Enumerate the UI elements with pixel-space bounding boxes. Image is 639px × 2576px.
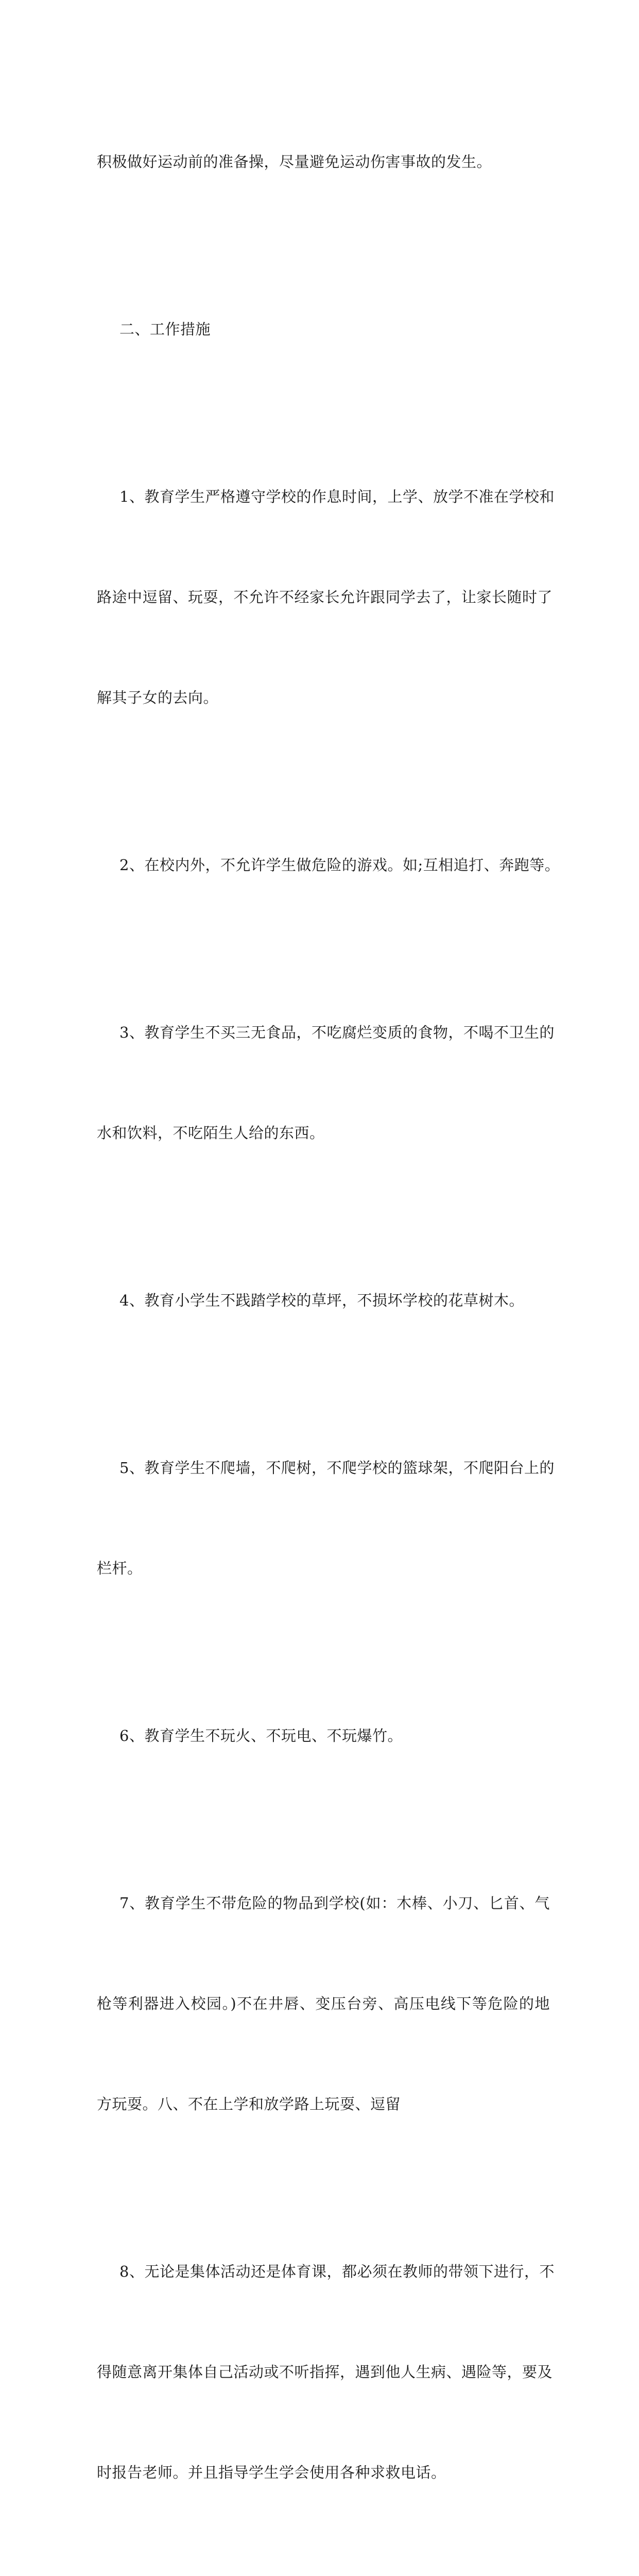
text-line: 水和饮料，不吃陌生人给的东西。 (97, 1124, 325, 1142)
paragraph-item-8 (97, 2188, 555, 2556)
paragraph-item-9 (97, 2556, 550, 2576)
text-line: 5、教育学生不爬墙，不爬树，不爬学校的篮球架，不爬阳台上的 (119, 1459, 555, 1477)
text-line: 积极做好运动前的准备操，尽量避免运动伤害事故的发生。 (97, 153, 492, 171)
text-line: 8、无论是集体活动还是体育课，都必须在教师的带领下进行，不 (119, 2263, 555, 2280)
paragraph-item-5 (97, 1384, 555, 1652)
heading-line: 二、工作措施 (119, 320, 211, 338)
paragraph-item-3 (97, 949, 555, 1217)
text-line: 1、教育学生严格遵守学校的作息时间，上学、放学不准在学校和 (119, 488, 555, 505)
text-line: 方玩耍。八、不在上学和放学路上玩耍、逗留 (97, 2095, 401, 2113)
paragraph-item-2 (97, 782, 560, 949)
paragraph-item-4 (97, 1217, 550, 1384)
text-line: 得随意离开集体自己活动或不听指挥，遇到他人生病、遇险等，要及 (97, 2363, 553, 2381)
paragraph-1 (97, 78, 550, 246)
text-line: 解其子女的去向。 (97, 689, 219, 706)
paragraph-item-1 (97, 413, 555, 782)
text-line: 3、教育学生不买三无食品，不吃腐烂变质的食物，不喝不卫生的 (119, 1024, 555, 1041)
text-line: 4、教育小学生不践踏学校的草坪，不损坏学校的花草树木。 (119, 1292, 524, 1309)
text-line: 栏杆。 (97, 1560, 143, 1577)
text-line: 7、教育学生不带危险的物品到学校(如：木棒、小刀、匕首、气 (119, 1894, 550, 1912)
text-line: 路途中逗留、玩耍，不允许不经家长允许跟同学去了，让家长随时了 (97, 588, 553, 606)
section-heading (97, 246, 550, 413)
text-line: 时报告老师。并且指导学生学会使用各种求救电话。 (97, 2464, 446, 2481)
text-line: 6、教育学生不玩火、不玩电、不玩爆竹。 (119, 1727, 403, 1744)
text-line: 2、在校内外，不允许学生做危险的游戏。如;互相追打、奔跑等。 (119, 856, 560, 874)
paragraph-item-6 (97, 1652, 550, 1820)
body-text (97, 78, 560, 2576)
paragraph-item-7 (97, 1820, 550, 2188)
text-line: 枪等利器进入校园。)不在井唇、变压台旁、高压电线下等危险的地 (97, 1995, 550, 2012)
